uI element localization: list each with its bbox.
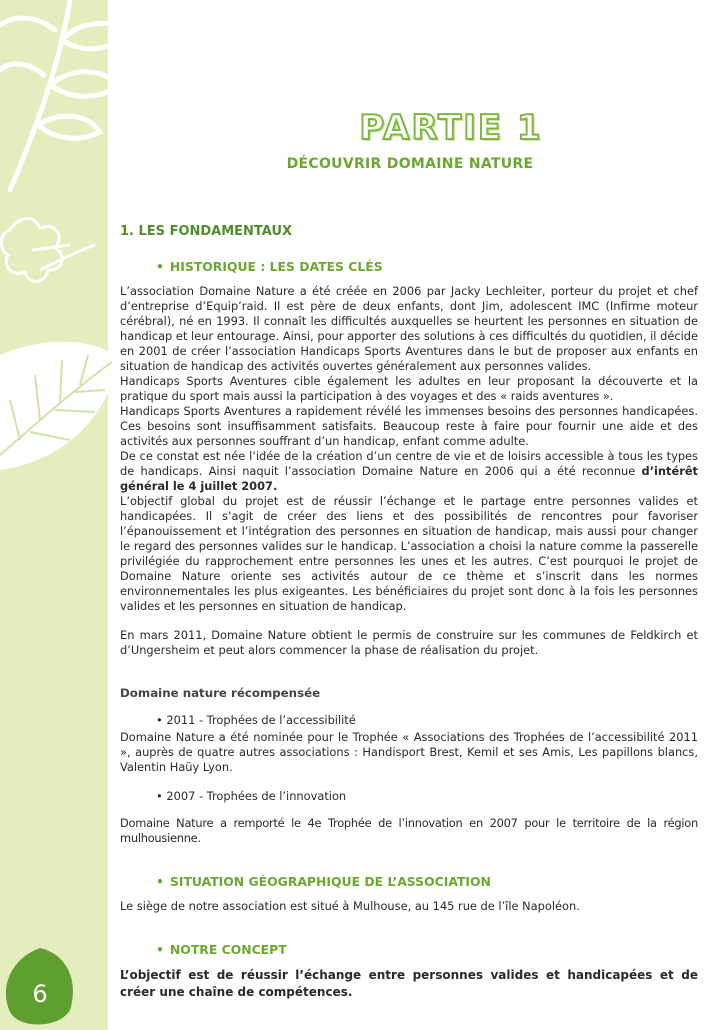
heading-concept-label: NOTRE CONCEPT [169,942,287,957]
paragraph-bold: d’intérêt général le 4 juillet 2007. [120,464,698,493]
heading-situation-label: SITUATION GÉOGRAPHIQUE DE L’ASSOCIATION [169,874,491,889]
veined-leaf-icon [0,342,118,470]
part-subtitle: DÉCOUVRIR DOMAINE NATURE [286,156,534,172]
paragraph: Handicaps Sports Aventures a rapidement révélé les immenses besoins des personnes handicapées. Ces besoins sont insuffisamment satisfaits. Beaucoup reste à faire pour fournir une aide et des activités aux personnes souffrant d’un handicap, enfant comme adulte. [120,404,698,448]
paragraph: En mars 2011, Domaine Nature obtient le permis de construire sur les communes de Feldkirch et d’Ungersheim et peut alors commencer la phase de réalisation du projet. [120,628,698,657]
paragraph: Domaine Nature a été nominée pour le Trophée « Associations des Trophées de l’accessibilité 2011 », auprès de quatre autres associations : Handisport Brest, Kemil et ses Amis, Les papillons blancs, Valentin Haüy Lyon. [120,730,698,774]
heading-historique [156,259,698,274]
paragraph: L’objectif global du projet est de réussir l’échange et le partage entre personnes valides et handicapées. Il s’agit de créer des liens et des possibilités de rencontres pour favoriser l’épanouissement et l’intégration des personnes en situation de handicap, mais aussi pour changer le regard des personnes valides sur le handicap. L’association a choisi la nature comme la passerelle privilégiée du rapprochement entre personnes les unes et les autres. C’est pourquoi le projet de Domaine Nature oriente ses activités autour de ce thème et s’inscrit dans les normes environnementales les plus exigeantes. Les bénéficiaires du projet sont donc à la fois les personnes valides et les personnes en situation de handicap. [120,494,698,613]
bullet-icon: • [156,259,164,274]
section-title-fondamentaux: 1. LES FONDAMENTAUX [120,224,293,239]
bullet-icon: • [156,942,164,957]
part-title: PARTIE 1 [359,108,543,148]
paragraph [120,449,698,494]
heading-concept [156,942,698,957]
paragraph: Le siège de notre association est situé à Mulhouse, au 145 rue de l’île Napoléon. [120,899,580,913]
paragraph: L’association Domaine Nature a été créée en 2006 par Jacky Lechleiter, porteur du projet et chef d’entreprise d’Equip’raid. Il est père de deux enfants, dont Jim, adolescent IMC (Infirme moteur cérébral), né en 1993. Il connaît les difficultés auxquelles se heurtent les personnes en situation de handicap et leur entourage. Ainsi, pour apporter des solutions à ces difficultés du quotidien, il décide en 2001 de créer l’association Handicaps Sports Aventures dans le but de proposer aux enfants en situation de handicap des activités ouvertes généralement aux personnes valides. [120,284,698,373]
page-number: 6 [32,980,48,1008]
page-header [260,108,560,172]
bullet-icon: • [156,874,164,889]
paragraph: Handicaps Sports Aventures cible également les adultes en leur proposant la découverte et la pratique du sport mais aussi la participation à des voyages et des « raids aventures ». [120,374,698,403]
document-body [120,224,698,1001]
concept-text: L’objectif est de réussir l’échange entre personnes valides et handicapées et de créer une chaîne de compétences. [120,968,698,999]
parsley-leaf-icon [1,218,95,281]
fern-branch-icon [0,0,130,190]
paragraph-text: De ce constat est née l’idée de la création d’un centre de vie et de loisirs accessible à tous les types de handicaps. Ainsi naquit l’association Domaine Nature en 2006 qui a été reconnue [120,449,698,478]
awards-title: Domaine nature récompensée [120,686,321,700]
paragraph: Domaine Nature a remporté le 4e Trophée de l’innovation en 2007 pour le territoire de la région mulhousienne. [120,816,698,845]
heading-historique-label: HISTORIQUE : LES DATES CLÉS [169,259,383,274]
award-item: • 2007 - Trophées de l’innovation [156,789,347,803]
heading-situation [156,874,698,889]
award-item: • 2011 - Trophées de l’accessibilité [156,713,356,727]
